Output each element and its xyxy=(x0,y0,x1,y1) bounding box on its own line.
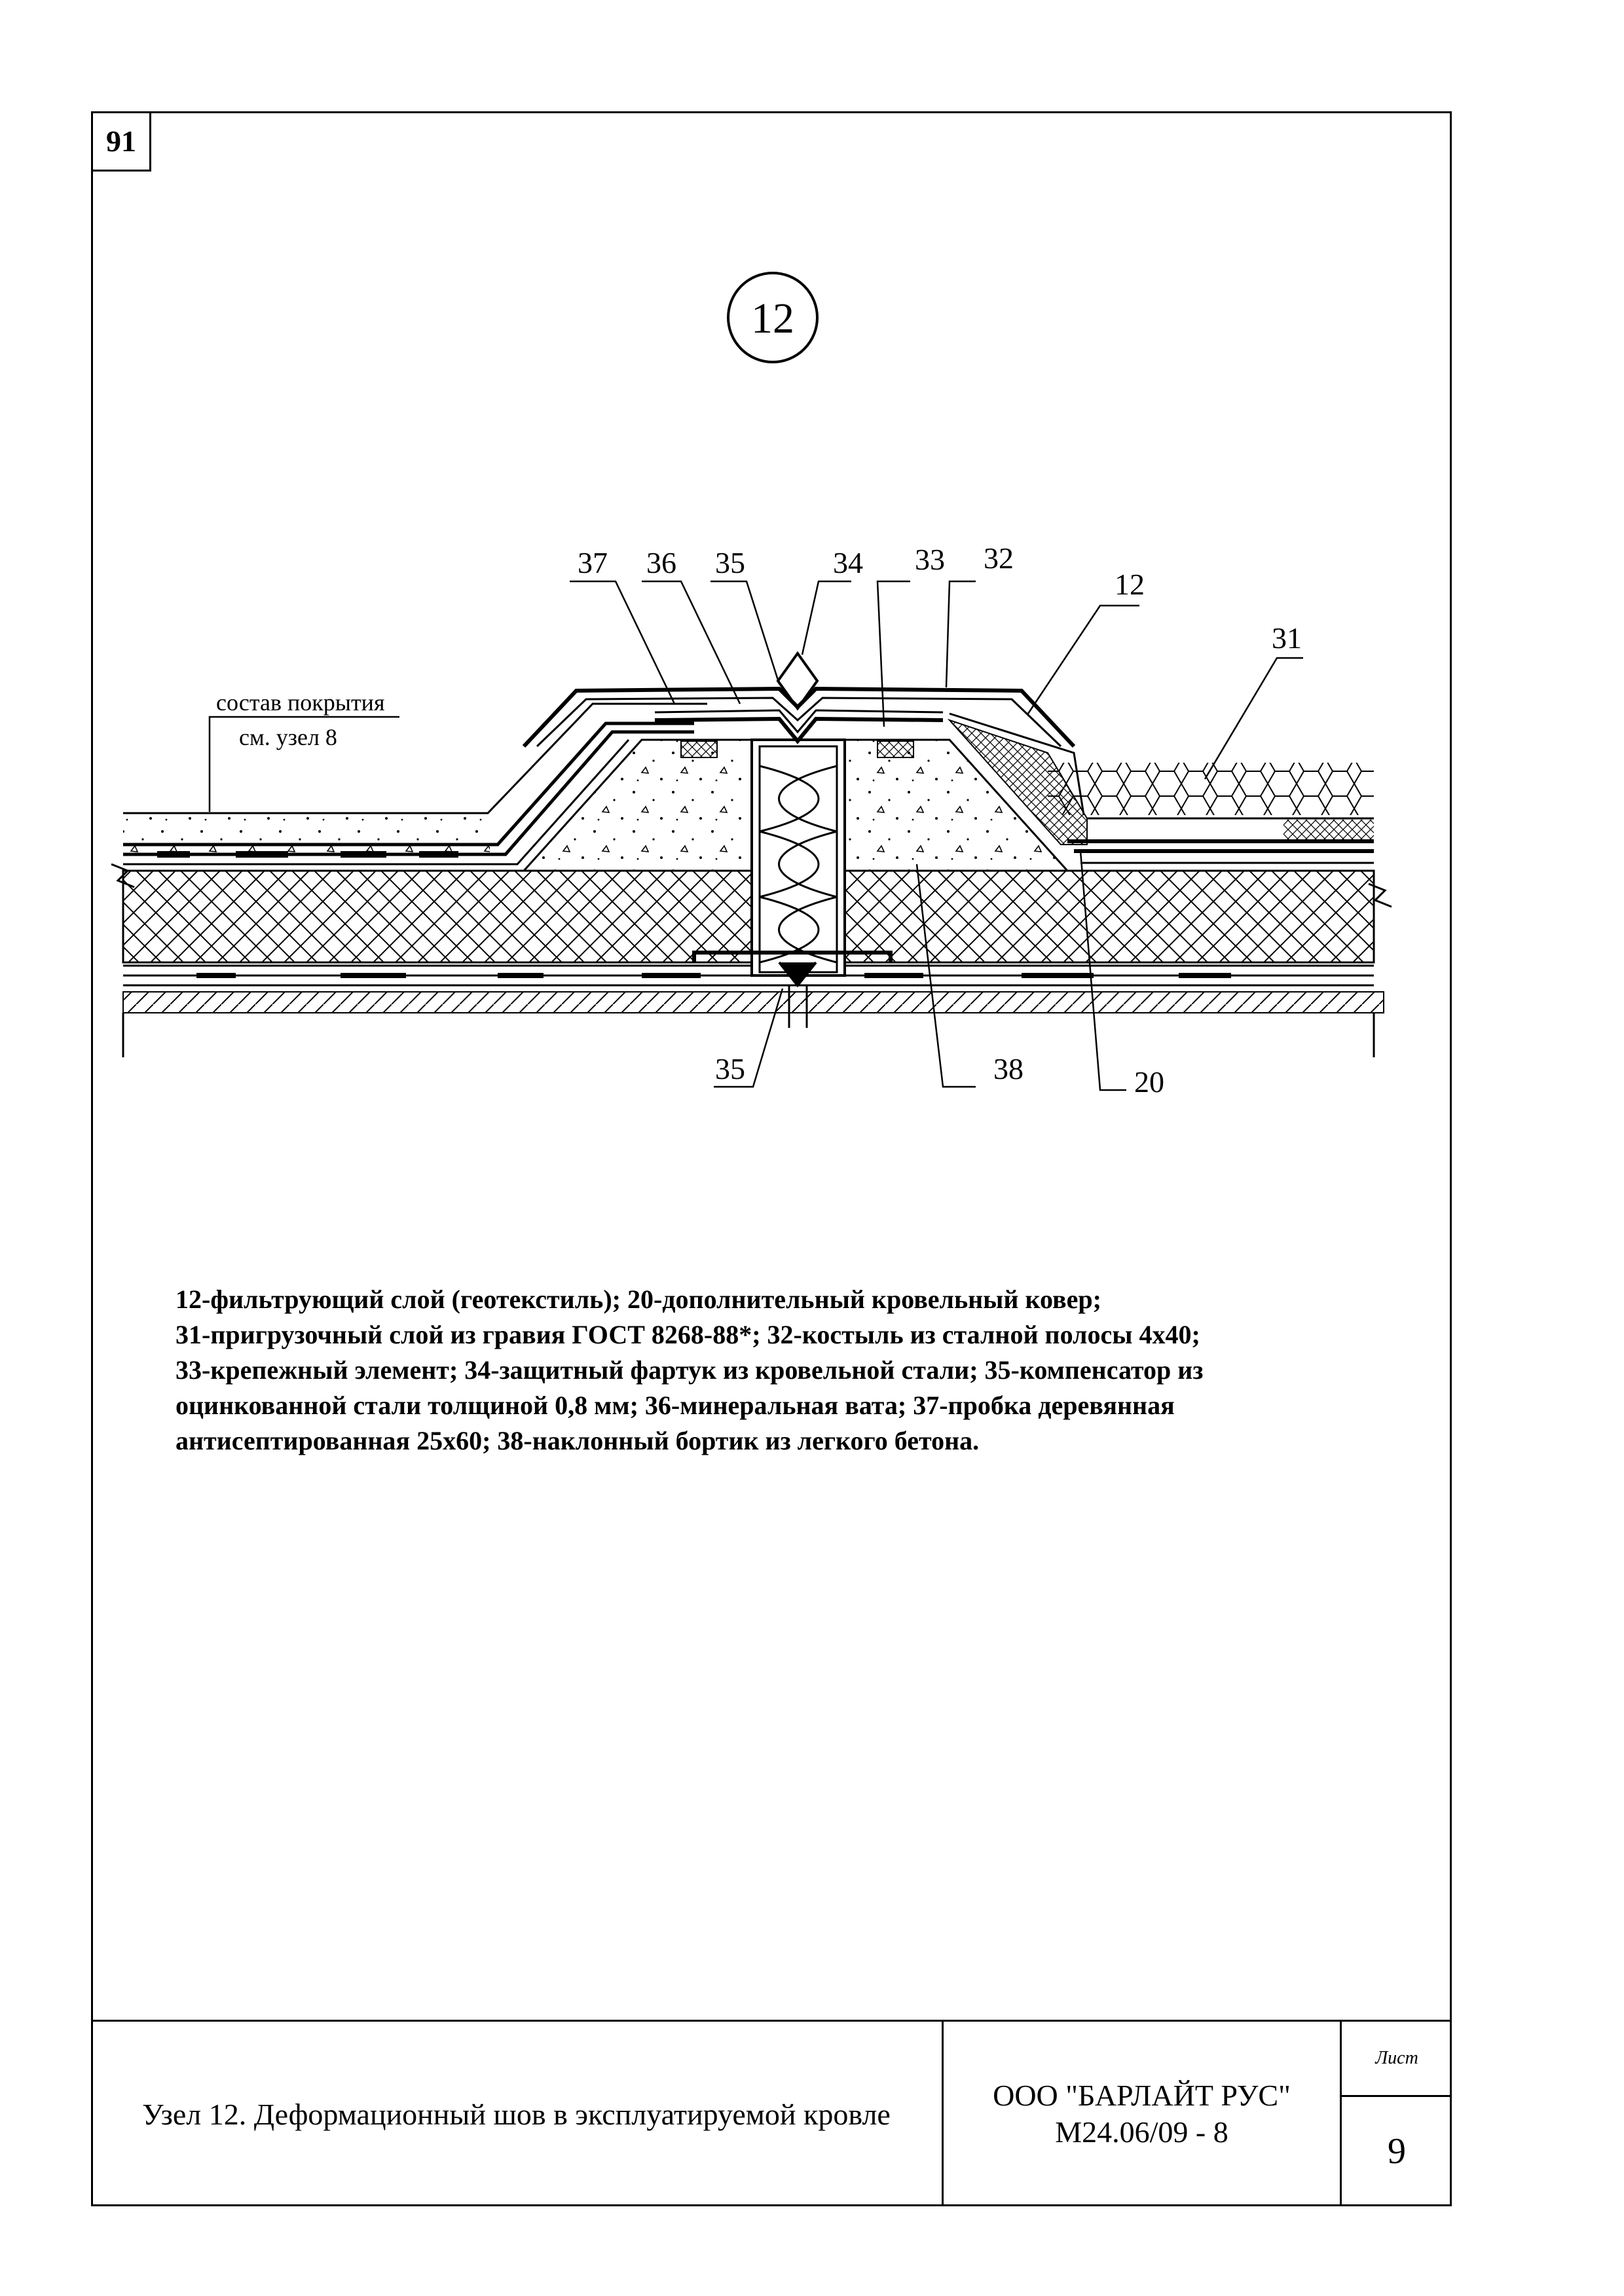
base-slab xyxy=(123,992,1384,1013)
sheet-label: Лист xyxy=(1342,2022,1452,2097)
legend-line: 12-фильтрующий слой (геотекстиль); 20-дополнительный кровельный ковер; xyxy=(175,1285,1101,1314)
legend-line: антисептированная 25х60; 38-наклонный бортик из легкого бетона. xyxy=(175,1426,980,1455)
callout-35-top: 35 xyxy=(715,546,745,579)
page-number: 91 xyxy=(91,111,151,172)
joint-gap xyxy=(752,740,845,975)
callout-36: 36 xyxy=(646,546,676,579)
node-marker-label: 12 xyxy=(751,295,794,342)
callout-34: 34 xyxy=(833,546,863,579)
callout-31: 31 xyxy=(1272,621,1302,655)
legend xyxy=(175,1282,1328,1459)
callout-35-bottom: 35 xyxy=(715,1052,745,1085)
legend-line: оцинкованной стали толщиной 0,8 мм; 36-минеральная вата; 37-пробка деревянная xyxy=(175,1391,1175,1420)
legend-line: 33-крепежный элемент; 34-защитный фартук из кровельной стали; 35-компенсатор из xyxy=(175,1355,1204,1385)
callout-37: 37 xyxy=(578,546,608,579)
callout-20: 20 xyxy=(1134,1065,1164,1099)
wooden-plug-left xyxy=(681,741,717,757)
concrete-curb-left xyxy=(524,740,752,871)
title-block xyxy=(91,2020,1452,2206)
callout-32: 32 xyxy=(984,541,1014,575)
wooden-plug-right xyxy=(877,741,913,757)
note-composition-line1: состав покрытия xyxy=(216,689,385,716)
callout-12: 12 xyxy=(1115,568,1145,601)
callout-38: 38 xyxy=(993,1052,1024,1085)
title-block-organization: ООО "БАРЛАЙТ РУС" xyxy=(993,2079,1291,2112)
note-composition-line2: см. узел 8 xyxy=(239,724,337,750)
title-block-organization-cell xyxy=(944,2022,1342,2206)
legend-line: 31-пригрузочный слой из гравия ГОСТ 8268-88*; 32-костыль из сталной полосы 4х40; xyxy=(175,1320,1200,1349)
callout-33: 33 xyxy=(915,543,945,576)
sheet-number: 9 xyxy=(1388,2131,1406,2172)
title-block-code: М24.06/09 - 8 xyxy=(1055,2115,1228,2149)
insulation-left xyxy=(123,871,752,962)
insulation-right xyxy=(845,871,1374,962)
title-block-title: Узел 12. Деформационный шов в эксплуатируемой кровле xyxy=(91,2022,944,2206)
